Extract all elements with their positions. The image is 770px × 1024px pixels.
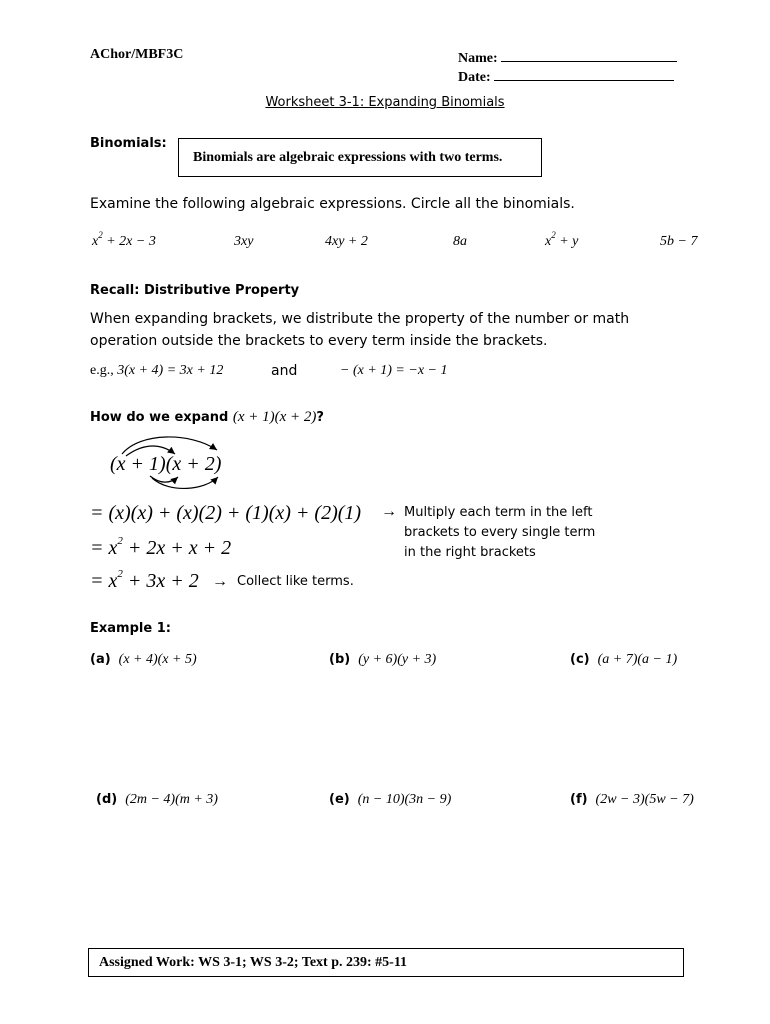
expression-4: 8a <box>453 234 467 249</box>
problem-label: (c) <box>570 652 590 667</box>
problem-label: (e) <box>329 792 350 807</box>
binomial-product: (x + 1)(x + 2) <box>110 453 222 475</box>
problem-expression: (y + 6)(y + 3) <box>358 652 437 667</box>
problem-label: (f) <box>570 792 588 807</box>
expansion-step-2: = $x^2 + 2x + x + 2$ <box>90 535 232 559</box>
problem-label: (a) <box>90 652 111 667</box>
problem-expression: (x + 4)(x + 5) <box>118 652 197 667</box>
and-text: and <box>271 363 298 379</box>
expression-1: $x^2 + 2x - 3$ <box>92 230 156 249</box>
recall-line-1: When expanding brackets, we distribute the property of the number or math <box>90 311 630 327</box>
problem-expression: (2w − 3)(5w − 7) <box>595 792 694 807</box>
expression-6: 5b − 7 <box>660 234 698 249</box>
binomials-label: Binomials: <box>90 136 167 151</box>
date-field[interactable] <box>458 66 674 86</box>
arrow-1-to-2 <box>152 477 218 488</box>
expand-question: How do we expand (x + 1)(x + 2)? <box>90 409 324 425</box>
multiply-note-line-3: in the right brackets <box>404 545 536 560</box>
course-code: AChor/MBF3C <box>90 47 184 62</box>
step-1-arrow: → <box>381 503 397 520</box>
problem-a <box>90 650 197 668</box>
expression-5: $x^2 + y$ <box>545 230 579 249</box>
multiply-note-line-1: Multiply each term in the left <box>404 505 593 520</box>
collect-like-terms-note: Collect like terms. <box>237 574 354 589</box>
recall-line-2: operation outside the brackets to every term inside the brackets. <box>90 333 548 349</box>
binomial-definition: Binomials are algebraic expressions with two terms. <box>193 150 503 165</box>
arrow-x-to-2 <box>122 437 217 454</box>
examine-instruction: Examine the following algebraic expressions. Circle all the binomials. <box>90 196 575 212</box>
distributive-example-2: − (x + 1) = −x − 1 <box>340 363 448 378</box>
distributive-example-1: e.g., 3(x + 4) = 3x + 12 <box>90 363 224 378</box>
worksheet-title: Worksheet 3-1: Expanding Binomials <box>265 95 505 110</box>
problem-b <box>329 650 436 668</box>
name-field[interactable] <box>458 47 677 67</box>
problem-expression: (2m − 4)(m + 3) <box>125 792 218 807</box>
expression-2: 3xy <box>234 234 254 249</box>
multiply-note-line-2: brackets to every single term <box>404 525 596 540</box>
problem-f <box>570 790 694 808</box>
problem-label: (d) <box>96 792 118 807</box>
problem-c <box>570 650 677 668</box>
assigned-work-text: Assigned Work: WS 3-1; WS 3-2; Text p. 239: #5-11 <box>99 955 408 970</box>
expansion-step-1: = (x)(x) + (x)(2) + (1)(x) + (2)(1) <box>90 502 362 524</box>
step-3-arrow: → <box>212 573 228 590</box>
expansion-step-3: = $x^2 + 3x + 2$ <box>90 568 199 592</box>
problem-d <box>96 790 218 808</box>
name-label: Name: <box>458 51 498 66</box>
problem-label: (b) <box>329 652 351 667</box>
problem-expression: (a + 7)(a − 1) <box>597 652 678 667</box>
date-label: Date: <box>458 70 491 85</box>
definition-box <box>178 138 542 177</box>
expression-3: 4xy + 2 <box>325 234 368 249</box>
problem-expression: (n − 10)(3n − 9) <box>357 792 452 807</box>
example-1-heading: Example 1: <box>90 621 171 636</box>
assigned-work-box <box>88 948 684 977</box>
date-blank-line[interactable] <box>494 66 674 81</box>
recall-heading: Recall: Distributive Property <box>90 283 300 298</box>
name-blank-line[interactable] <box>501 47 677 62</box>
problem-e <box>329 790 451 808</box>
